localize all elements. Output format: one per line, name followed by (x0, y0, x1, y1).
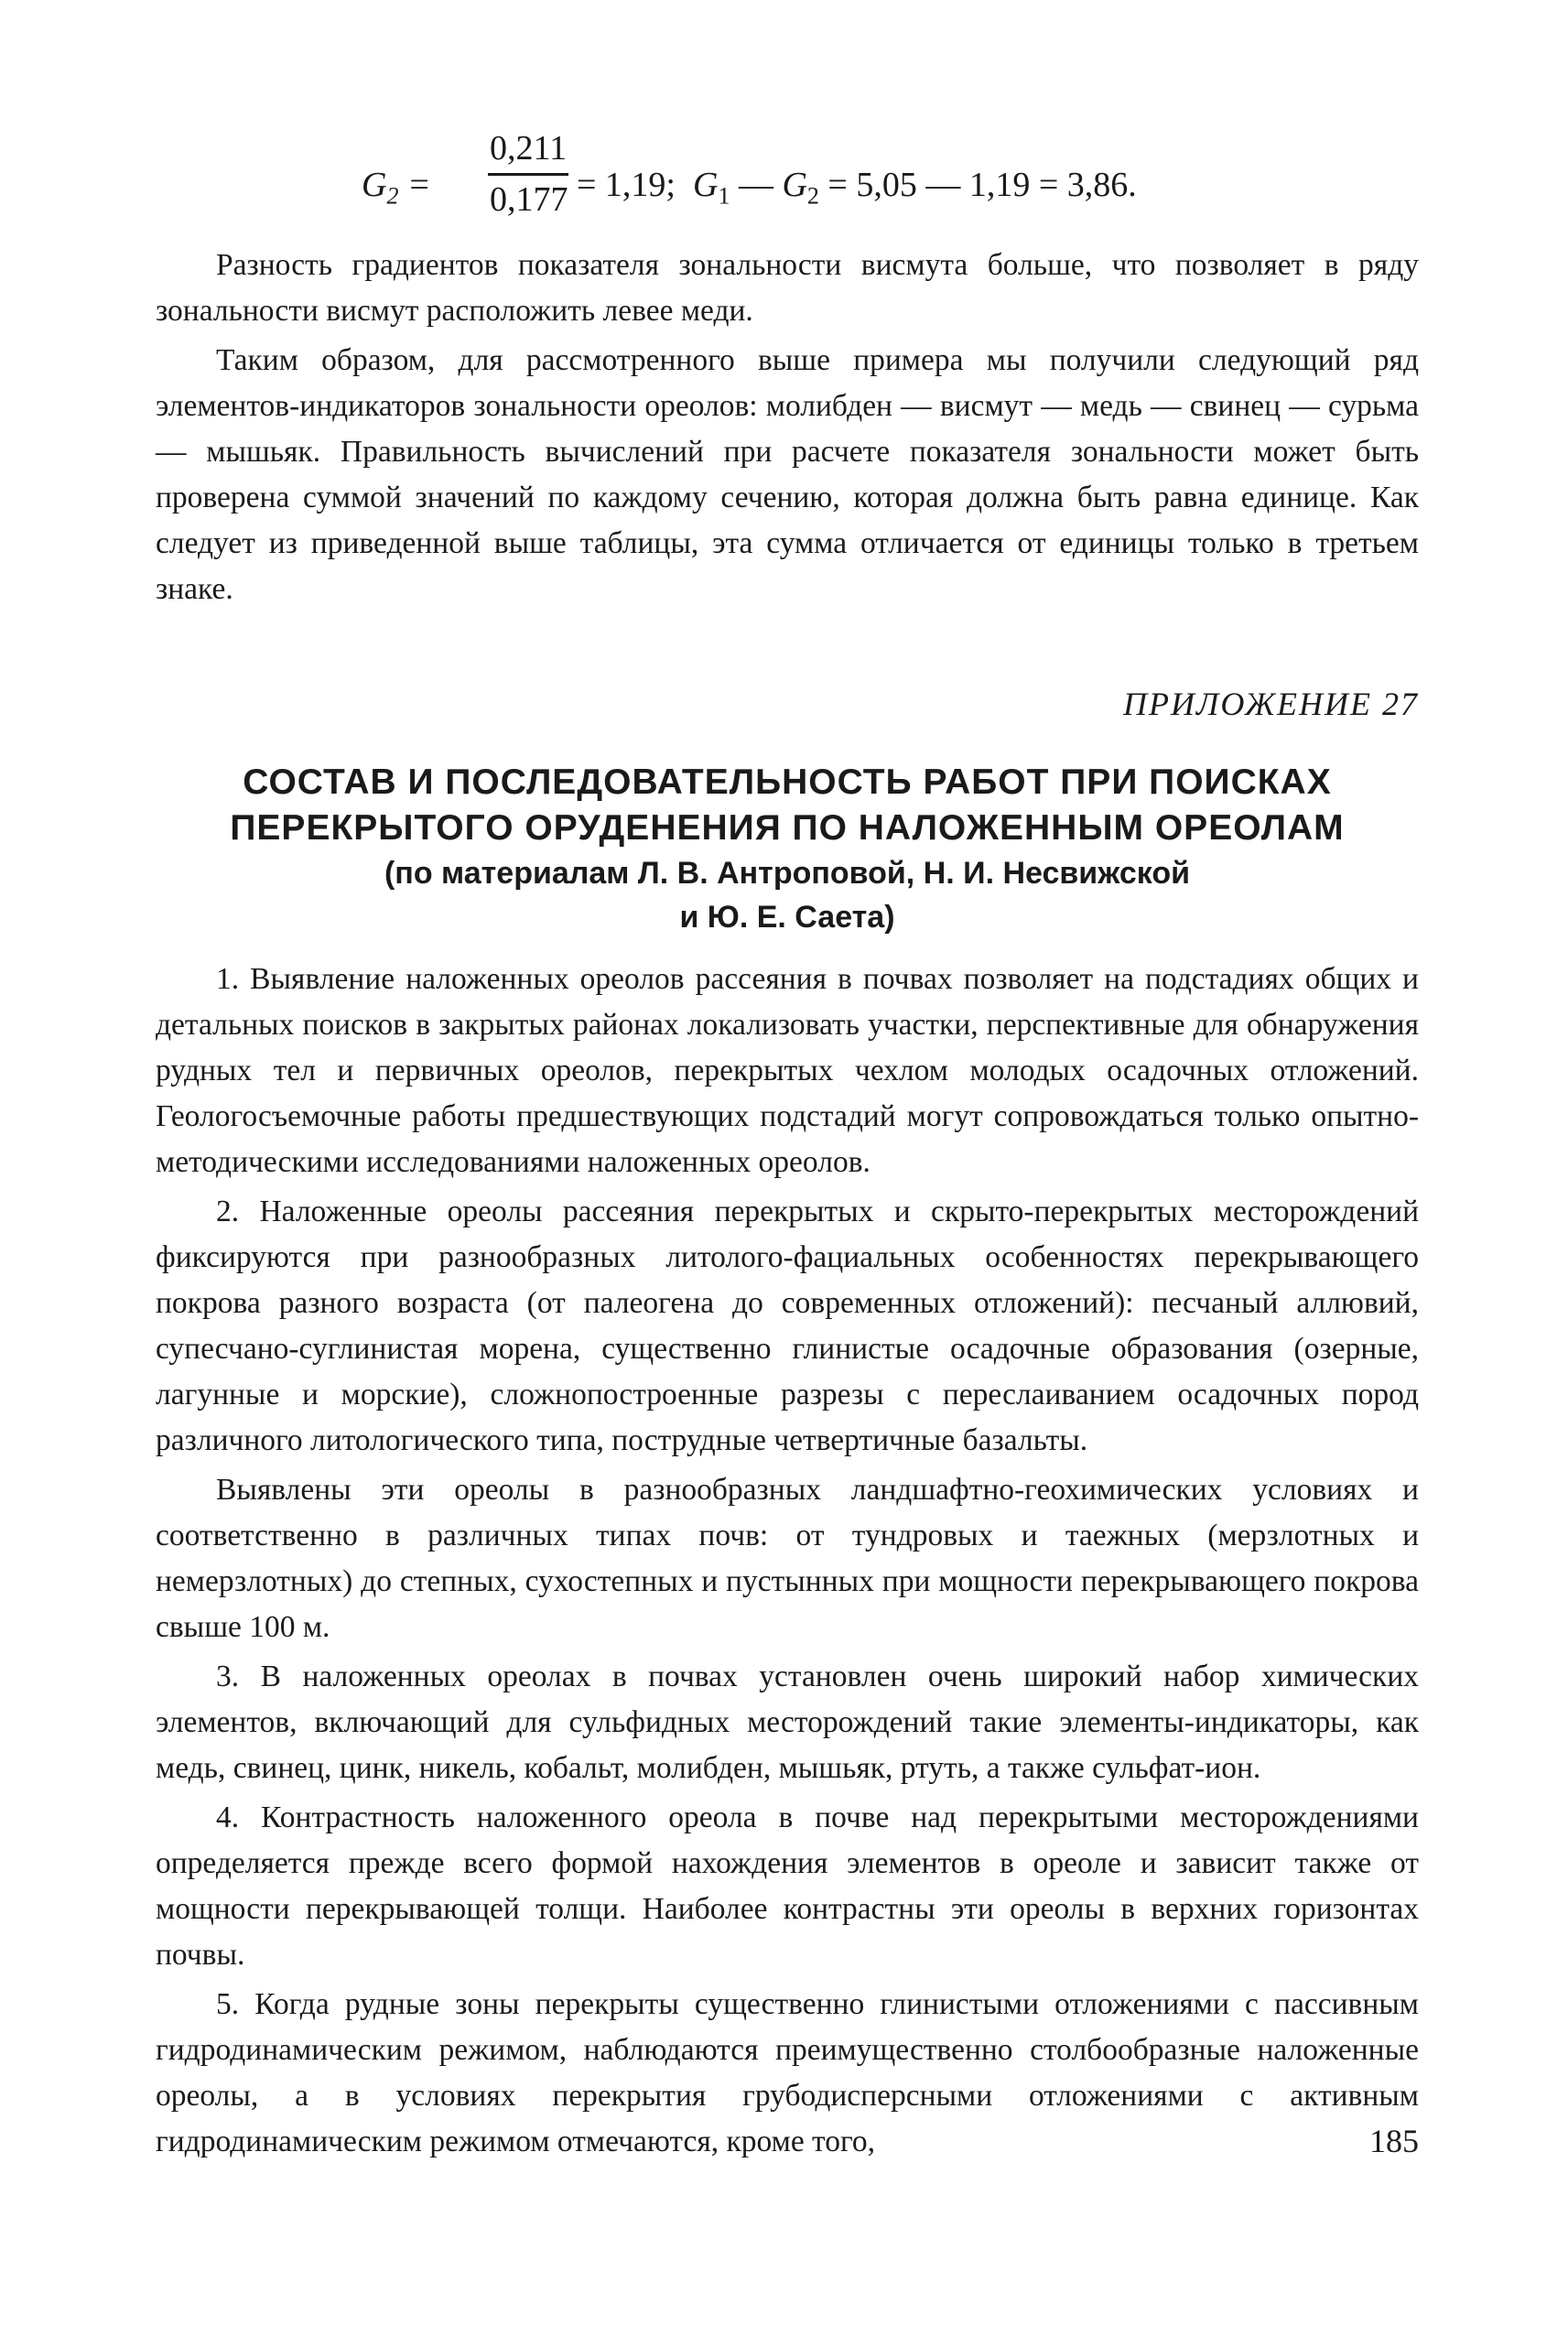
fraction-numerator: 0,211 (490, 129, 568, 168)
paragraph: Таким образом, для рассмотренного выше примера мы получили следующий ряд элементов-индикаторов зональности ореолов: молибден — висмут — медь — свинец — сурьма — мышьяк. Правильность вычислений при расчете показателя зональности может быть проверена суммой значений по каждому сечению, которая должна быть равна единице. Как следует из приведенной выше таблицы, эта сумма отличается от единицы только в третьем знаке. (156, 343, 1419, 606)
page-number: 185 (1369, 2123, 1419, 2159)
paragraph-1: 1. Выявление наложенных ореолов рассеяния в почвах позволяет на подстадиях общих и детальных поисков в закрытых районах локализовать участки, перспективные для обнаружения рудных тел и первичных ореолов, перекрытых чехлом молодых осадочных отложений. Геологосъемочные работы предшествующих подстадий могут сопровождаться только опытно-методическими исследованиями наложенных ореолов. (156, 962, 1419, 1179)
formula-lhs: $G_2$ = (362, 166, 431, 210)
paragraph-3: 3. В наложенных ореолах в почвах установлен очень широкий набор химических элементов, включающий для сульфидных месторождений такие элементы-индикаторы, как медь, свинец, цинк, никель, кобальт, молибден, мышьяк, ртуть, а также сульфат-ион. (156, 1660, 1419, 1785)
top-text (156, 243, 1419, 612)
paragraph-2: 2. Наложенные ореолы рассеяния перекрытых и скрыто-перекрытых месторождений фиксируются при разнообразных литолого-фациальных особенностях перекрывающего покрова разного возраста (от палеогена до современных отложений): песчаный аллювий, супесчано-суглинистая морена, существенно глинистые осадочные образования (озерные, лагунные и морские), сложнопостроенные разрезы с переслаиванием осадочных пород различного литологического типа, пострудные четвертичные базальты. (156, 1195, 1419, 1457)
fraction-denominator: 0,177 (490, 180, 568, 219)
appendix-title: СОСТАВ И ПОСЛЕДОВАТЕЛЬНОСТЬ РАБОТ ПРИ ПОИСКАХ ПЕРЕКРЫТОГО ОРУДЕНЕНИЯ ПО НАЛОЖЕННЫМ ОРЕОЛАМ (230, 762, 1345, 848)
appendix-label: ПРИЛОЖЕНИЕ 27 (1123, 686, 1419, 722)
appendix-subtitle: (по материалам Л. В. Антроповой, Н. И. Несвижской и Ю. Е. Саета) (384, 856, 1191, 935)
formula-line (0, 128, 1568, 229)
paragraph-4: 4. Контрастность наложенного ореола в почве над перекрытыми месторождениями определяется прежде всего формой нахождения элементов в ореоле и зависит также от мощности перекрывающей толщи. Наиболее контрастны эти ореолы в верхних горизонтах почвы. (156, 1801, 1419, 1972)
paragraph-2-cont: Выявлены эти ореолы в разнообразных ландшафтно-геохимических условиях и соответственно в различных типах почв: от тундровых и таежных (мерзлотных и немерзлотных) до степных, сухостепных и пустынных при мощности перекрывающего покрова свыше 100 м. (156, 1473, 1419, 1644)
fraction-bar (488, 173, 568, 176)
formula-rhs: = 1,19; $G_1$ — $G_2 = 5,05$ — 1,19 = 3,86. (577, 166, 1137, 210)
body-text (156, 957, 1419, 2165)
paragraph-5: 5. Когда рудные зоны перекрыты существенно глинистыми отложениями с пассивным гидродинамическим режимом, наблюдаются преимущественно столбообразные наложенные ореолы, а в условиях перекрытия грубодисперсными отложениями с активным гидродинамическим режимом отмечаются, кроме того, (156, 1987, 1419, 2158)
paragraph: Разность градиентов показателя зональности висмута больше, что позволяет в ряду зональности висмут расположить левее меди. (156, 248, 1419, 328)
